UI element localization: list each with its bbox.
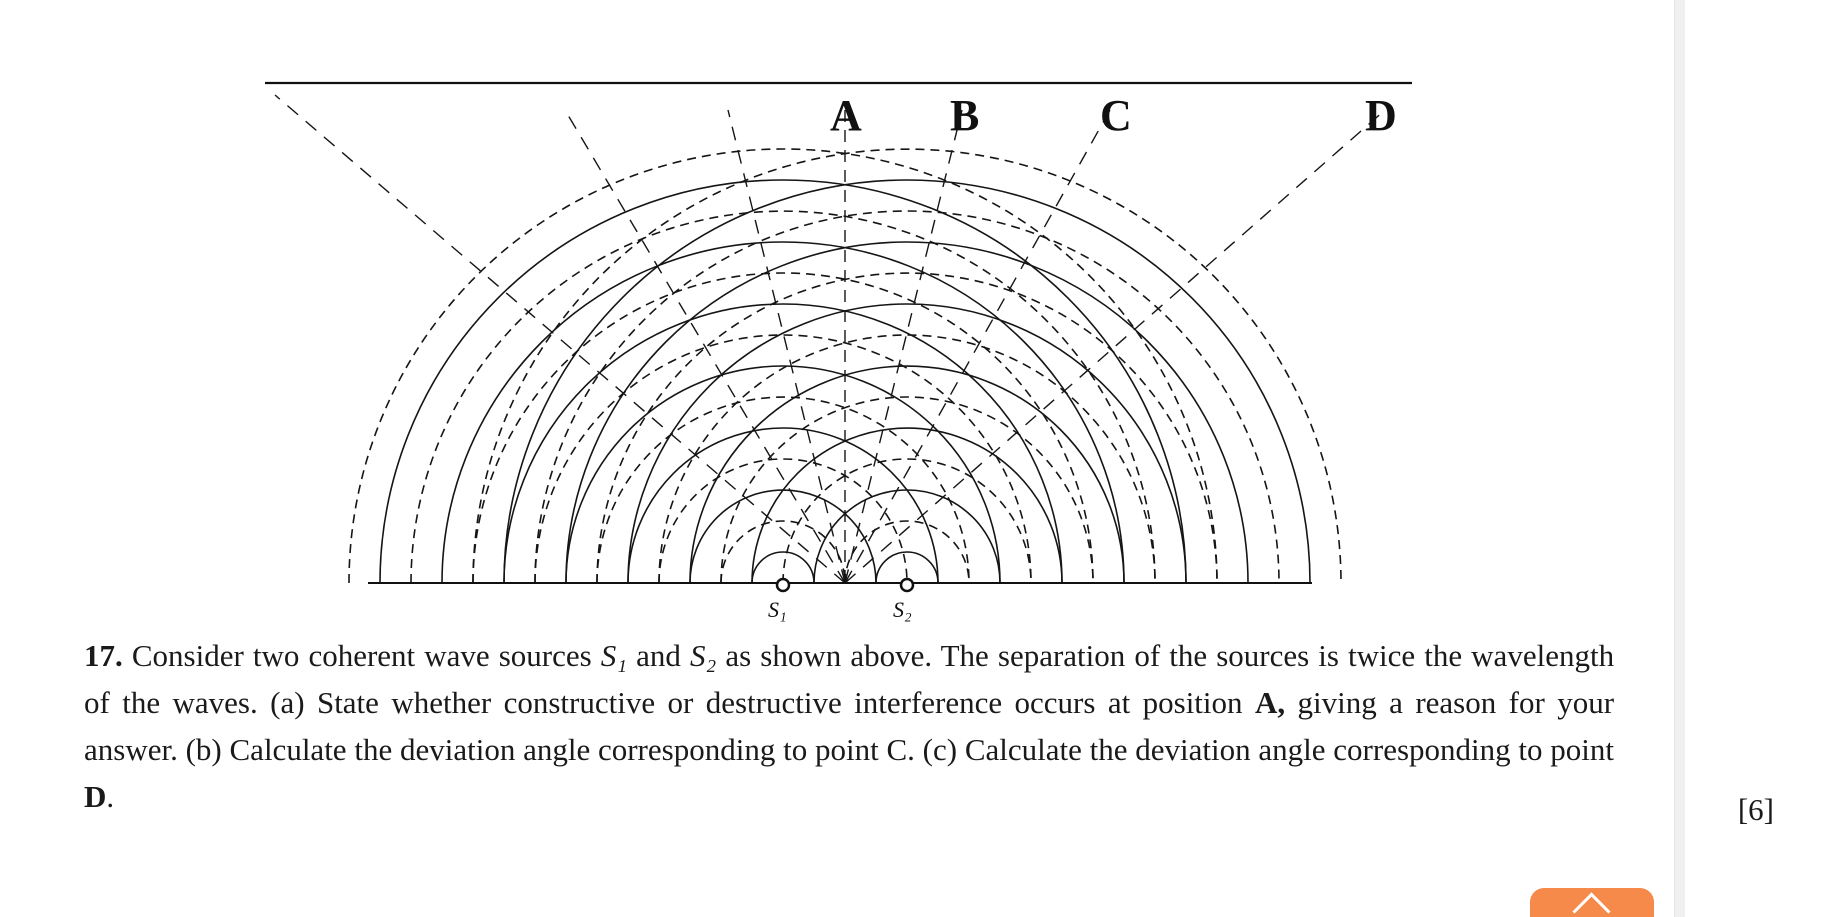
wavefront-crest — [380, 180, 1186, 583]
wavefront-crest — [504, 180, 1310, 583]
point-d-ref: D — [84, 779, 107, 814]
sources — [768, 579, 913, 622]
question-text-part: as shown above. The separation of the sources is twice the wavelength of the waves. (a) State whether constructive or destructive interference occurs at position — [84, 638, 1615, 720]
interference-ray — [275, 95, 845, 583]
point-label-d: D — [1365, 91, 1397, 140]
source-s2-ref: S₂ — [690, 638, 717, 673]
scroll-to-top-button[interactable] — [1530, 888, 1654, 917]
question-text — [84, 632, 1614, 820]
wavefront-crest — [628, 428, 938, 583]
question-number: 17. — [84, 638, 123, 673]
interference-ray — [728, 110, 845, 583]
source-s1-label: S₁ — [768, 597, 787, 622]
question-text-part: . — [106, 779, 115, 814]
interference-ray — [845, 110, 962, 583]
marks-label: [6] — [1737, 792, 1774, 827]
source-s1-marker — [777, 579, 789, 591]
point-label-b: B — [950, 91, 980, 140]
question-text-part: and — [636, 638, 681, 673]
wavefront-crest — [752, 428, 1062, 583]
wavefront-crest — [566, 242, 1248, 583]
point-labels — [830, 91, 1397, 140]
wavefront-crest — [442, 242, 1124, 583]
question-text-part: giving a reason for your answer. (b) Calculate the deviation angle corresponding to point C. (c) Calculate the deviation angle corresponding to point — [84, 685, 1615, 767]
point-a-ref: A, — [1254, 685, 1286, 720]
source-s2-marker — [901, 579, 913, 591]
point-label-a: A — [830, 91, 862, 140]
question-text-part: Consider two coherent wave sources — [131, 638, 592, 673]
scrollbar-track[interactable] — [1674, 0, 1685, 917]
chevron-up-icon — [1572, 892, 1610, 917]
source-s2-label: S₂ — [893, 597, 912, 622]
point-label-c: C — [1100, 91, 1132, 140]
wavefront-crest — [690, 490, 876, 583]
source-s1-ref: S₁ — [600, 638, 628, 673]
